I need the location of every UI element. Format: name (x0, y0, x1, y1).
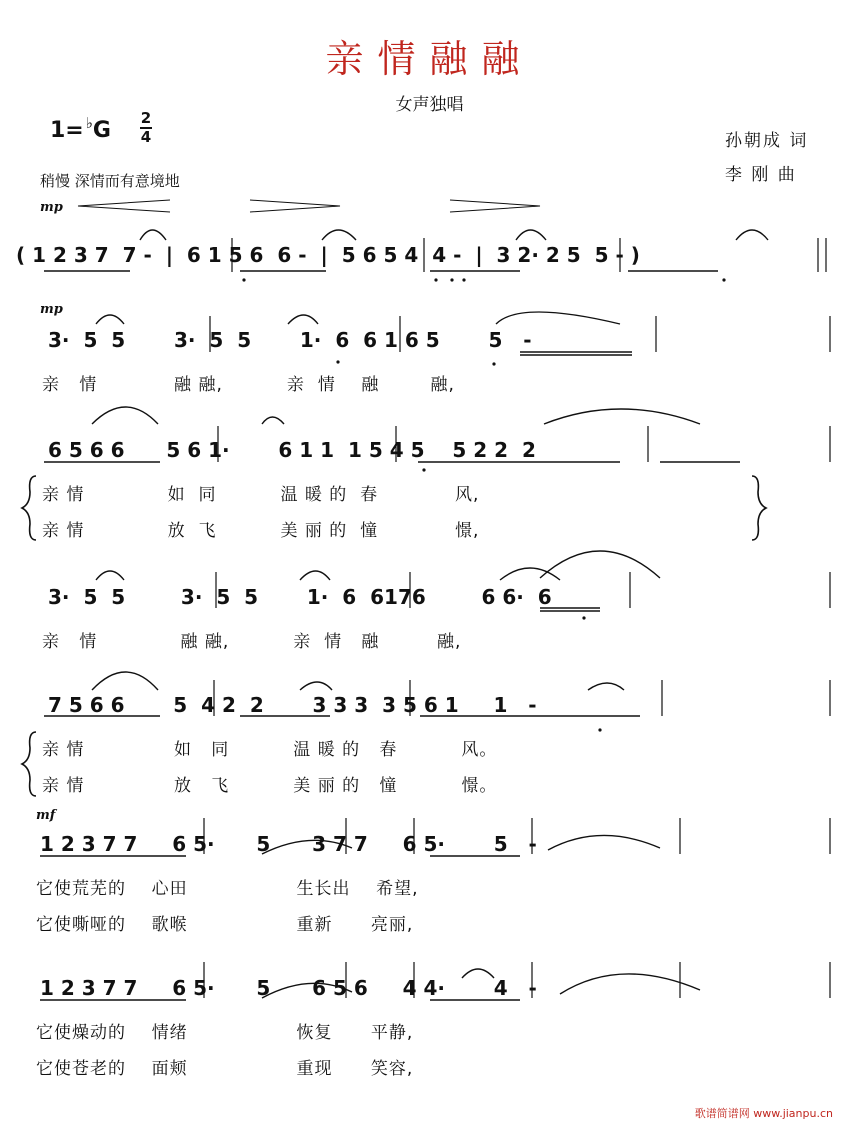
line-2-notes: 6 5 6 6 5 6 1· 6 1 1 1 5 4 5 5 2 2 2 (48, 438, 536, 462)
line-5-lyrics-verse-1: 它使荒芜的 心田 生长出 希望, (36, 879, 419, 899)
line-3-notes: 3· 5 5 3· 5 5 1· 6 6176 6 6· 6 (48, 585, 552, 609)
line-6-lyrics-verse-1: 它使燥动的 情绪 恢复 平静, (36, 1023, 414, 1043)
tempo-marking: 稍慢 深情而有意境地 (40, 172, 180, 190)
line-5-lyrics-verse-2: 它使嘶哑的 歌喉 重新 亮丽, (36, 915, 414, 935)
line-2-lyrics-verse-1: 亲 情 如 同 温 暖 的 春 风, (42, 485, 480, 505)
composer-credit: 李 刚 曲 (725, 165, 797, 185)
dynamic-mark-2: mp (40, 302, 63, 317)
line-6-lyrics-verse-2: 它使苍老的 面颊 重现 笑容, (36, 1059, 414, 1079)
key-prefix: 1= (50, 118, 84, 143)
line-4-notes: 7 5 6 6 5 4 2 2 3 3 3 3 5 6 1 1 - (48, 693, 537, 717)
lyricist-credit: 孙朝成 词 (725, 131, 809, 151)
dynamic-mark-3: mf (36, 808, 56, 823)
time-signature-bottom: 4 (140, 128, 152, 146)
bar-lines (204, 238, 830, 998)
line-6-notes: 1 2 3 7 7 6 5· 5 6 5 6 4 4· 4 - (40, 976, 537, 1000)
line-4-lyrics-verse-1: 亲 情 如 同 温 暖 的 春 风。 (42, 740, 498, 760)
octave-dots (242, 278, 725, 731)
intro-notes: ( 1 2 3 7 7 - | 6 1 5 6 6 - | 5 6 5 4 4 - | 3 2· 2 5 5 - ) (16, 243, 640, 267)
song-title: 亲情融融 (325, 37, 534, 81)
underlines (40, 271, 740, 1000)
flat-sign: ♭ (85, 114, 93, 132)
time-signature-top: 2 (140, 109, 152, 127)
dynamic-mark-1: mp (40, 200, 63, 215)
key-tonic: G (92, 118, 111, 143)
line-2-lyrics-verse-2: 亲 情 放 飞 美 丽 的 憧 憬, (42, 521, 480, 541)
line-4-lyrics-verse-2: 亲 情 放 飞 美 丽 的 憧 憬。 (42, 776, 498, 796)
song-subtitle: 女声独唱 (395, 95, 464, 115)
line-5-notes: 1 2 3 7 7 6 5· 5 3 7 7 6 5· 5 - (40, 832, 537, 856)
line-1-lyrics: 亲 情 融 融, 亲 情 融 融, (42, 375, 455, 395)
site-watermark: 歌谱简谱网 www.jianpu.cn (694, 1107, 833, 1120)
verse-braces (22, 476, 766, 796)
line-1-notes: 3· 5 5 3· 5 5 1· 6 6 1 6 5 5 - (48, 328, 532, 352)
slurs (92, 230, 768, 998)
line-3-lyrics: 亲 情 融 融, 亲 情 融 融, (42, 632, 462, 652)
